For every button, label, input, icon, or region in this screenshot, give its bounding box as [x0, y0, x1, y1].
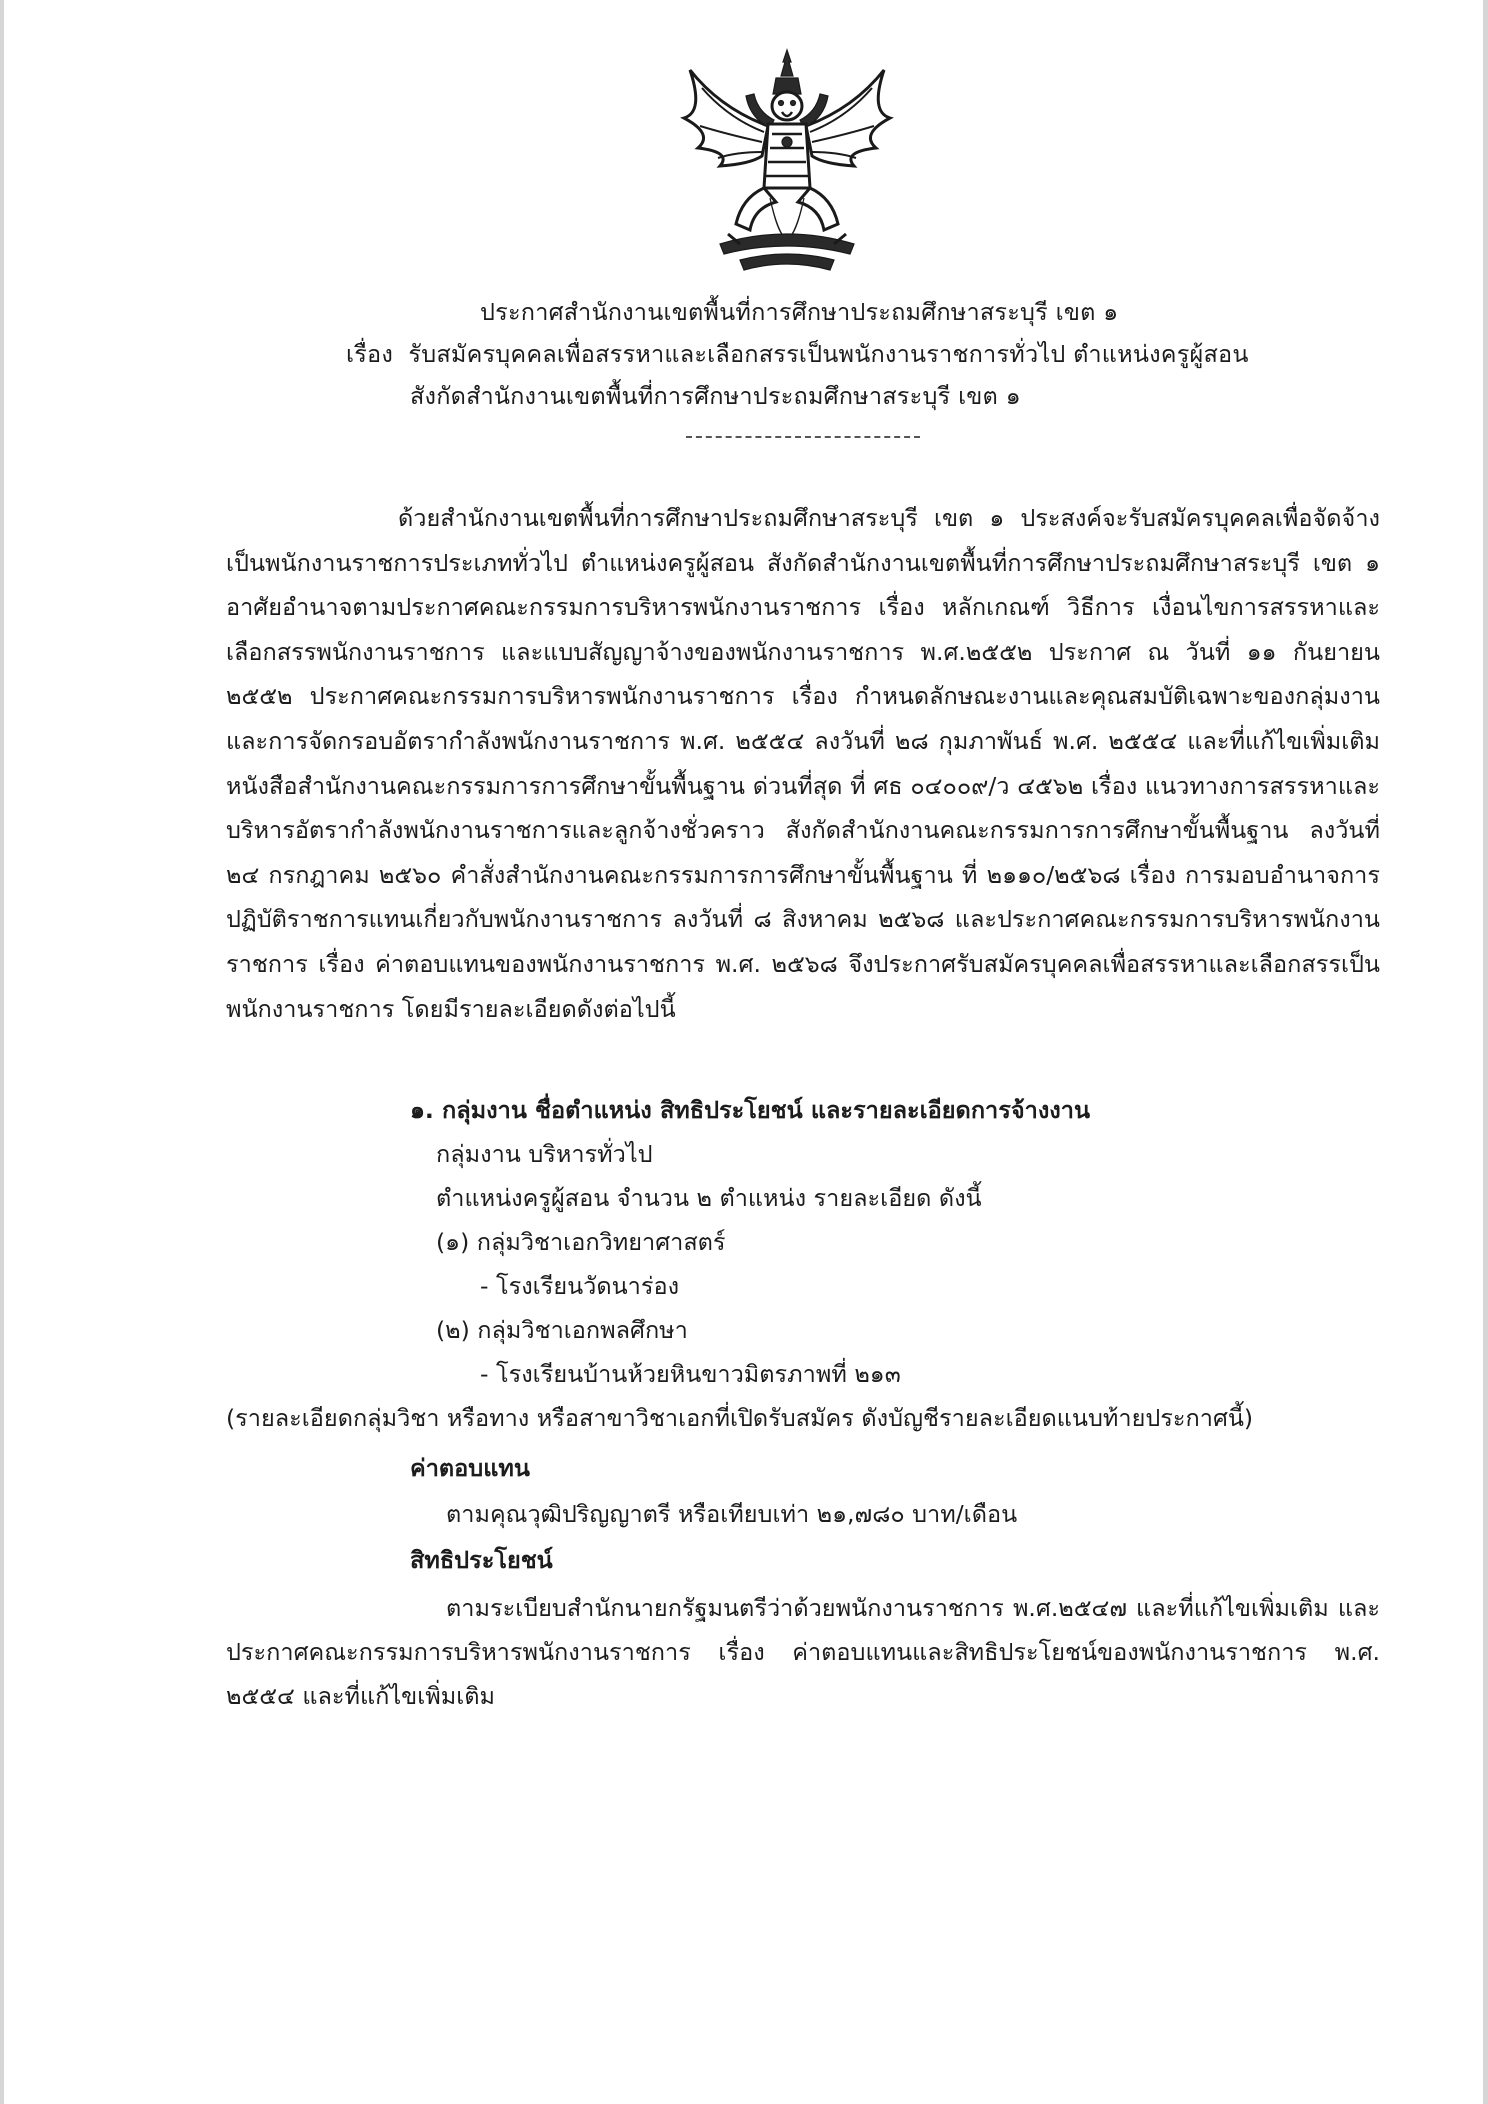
school-item-1: - โรงเรียนวัดนาร่อง — [480, 1272, 680, 1300]
compensation-heading: ค่าตอบแทน — [410, 1454, 530, 1482]
school-item-2: - โรงเรียนบ้านห้วยหินขาวมิตรภาพที่ ๒๑๓ — [480, 1360, 901, 1388]
garuda-emblem-icon — [680, 48, 894, 280]
benefits-heading: สิทธิประโยชน์ — [410, 1546, 553, 1574]
job-group: กลุ่มงาน บริหารทั่วไป — [436, 1140, 653, 1168]
compensation-text: ตามคุณวุฒิปริญญาตรี หรือเทียบเท่า ๒๑,๗๘๐ บาท/เดือน — [446, 1500, 1018, 1528]
subject-item-1: (๑) กลุ่มวิชาเอกวิทยาศาสตร์ — [436, 1228, 726, 1256]
benefits-paragraph — [226, 1586, 1380, 1718]
section-1-heading: ๑. กลุ่มงาน ชื่อตำแหน่ง สิทธิประโยชน์ และรายละเอียดการจ้างงาน — [410, 1096, 1091, 1124]
subject-text: รับสมัครบุคคลเพื่อสรรหาและเลือกสรรเป็นพนักงานราชการทั่วไป ตำแหน่งครูผู้สอน — [408, 340, 1249, 368]
header-separator — [686, 436, 920, 438]
intro-paragraph — [226, 496, 1380, 1031]
intro-text: ด้วยสำนักงานเขตพื้นที่การศึกษาประถมศึกษาสระบุรี เขต ๑ ประสงค์จะรับสมัครบุคคลเพื่อจัดจ้างเป็นพนักงานราชการประเภททั่วไป ตำแหน่งครูผู้สอน สังกัดสำนักงานเขตพื้นที่การศึกษาประถมศึกษาสระบุรี เขต ๑ อาศัยอำนาจตามประกาศคณะกรรมการบริหารพนักงานราชการ เรื่อง หลักเกณฑ์ วิธีการ เงื่อนไขการสรรหาและเลือกสรรพนักงานราชการ และแบบสัญญาจ้างของพนักงานราชการ พ.ศ.๒๕๕๒ ประกาศ ณ วันที่ ๑๑ กันยายน ๒๕๕๒ ประกาศคณะกรรมการบริหารพนักงานราชการ เรื่อง กำหนดลักษณะงานและคุณสมบัติเฉพาะของกลุ่มงาน และการจัดกรอบอัตรากำลังพนักงานราชการ พ.ศ. ๒๕๕๔ ลงวันที่ ๒๘ กุมภาพันธ์ พ.ศ. ๒๕๕๔ และที่แก้ไขเพิ่มเติม หนังสือสำนักงานคณะกรรมการการศึกษาขั้นพื้นฐาน ด่วนที่สุด ที่ ศธ ๐๔๐๐๙/ว ๔๕๖๒ เรื่อง แนวทางการสรรหาและบริหารอัตรากำลังพนักงานราชการและลูกจ้างชั่วคราว สังกัดสำนักงานคณะกรรมการการศึกษาขั้นพื้นฐาน ลงวันที่ ๒๔ กรกฎาคม ๒๕๖๐ คำสั่งสำนักงานคณะกรรมการการศึกษาขั้นพื้นฐาน ที่ ๒๑๑๐/๒๕๖๘ เรื่อง การมอบอำนาจการปฏิบัติราชการแทนเกี่ยวกับพนักงานราชการ ลงวันที่ ๘ สิงหาคม ๒๕๖๘ และประกาศคณะกรรมการบริหารพนักงานราชการ เรื่อง ค่าตอบแทนของพนักงานราชการ พ.ศ. ๒๕๖๘ จึงประกาศรับสมัครบุคคลเพื่อสรรหาและเลือกสรรเป็นพนักงานราชการ โดยมีรายละเอียดดังต่อไปนี้ — [226, 504, 1380, 1023]
subject-item-2: (๒) กลุ่มวิชาเอกพลศึกษา — [436, 1316, 688, 1344]
subject-line — [346, 336, 1249, 373]
subject-label: เรื่อง — [346, 340, 394, 368]
benefits-text: ตามระเบียบสำนักนายกรัฐมนตรีว่าด้วยพนักงานราชการ พ.ศ.๒๕๔๗ และที่แก้ไขเพิ่มเติม และประกาศคณะกรรมการบริหารพนักงานราชการ เรื่อง ค่าตอบแทนและสิทธิประโยชน์ของพนักงานราชการ พ.ศ. ๒๕๕๔ และที่แก้ไขเพิ่มเติม — [226, 1594, 1380, 1710]
announcement-title: ประกาศสำนักงานเขตพื้นที่การศึกษาประถมศึกษาสระบุรี เขต ๑ — [480, 298, 1119, 326]
details-note: (รายละเอียดกลุ่มวิชา หรือทาง หรือสาขาวิชาเอกที่เปิดรับสมัคร ดังบัญชีรายละเอียดแนบท้ายประกาศนี้) — [226, 1404, 1254, 1432]
position-count: ตำแหน่งครูผู้สอน จำนวน ๒ ตำแหน่ง รายละเอียด ดังนี้ — [436, 1184, 982, 1212]
scan-edge-mark — [1483, 0, 1488, 2104]
scan-edge-mark — [0, 0, 4, 2104]
affiliation-line: สังกัดสำนักงานเขตพื้นที่การศึกษาประถมศึกษาสระบุรี เขต ๑ — [410, 382, 1021, 410]
